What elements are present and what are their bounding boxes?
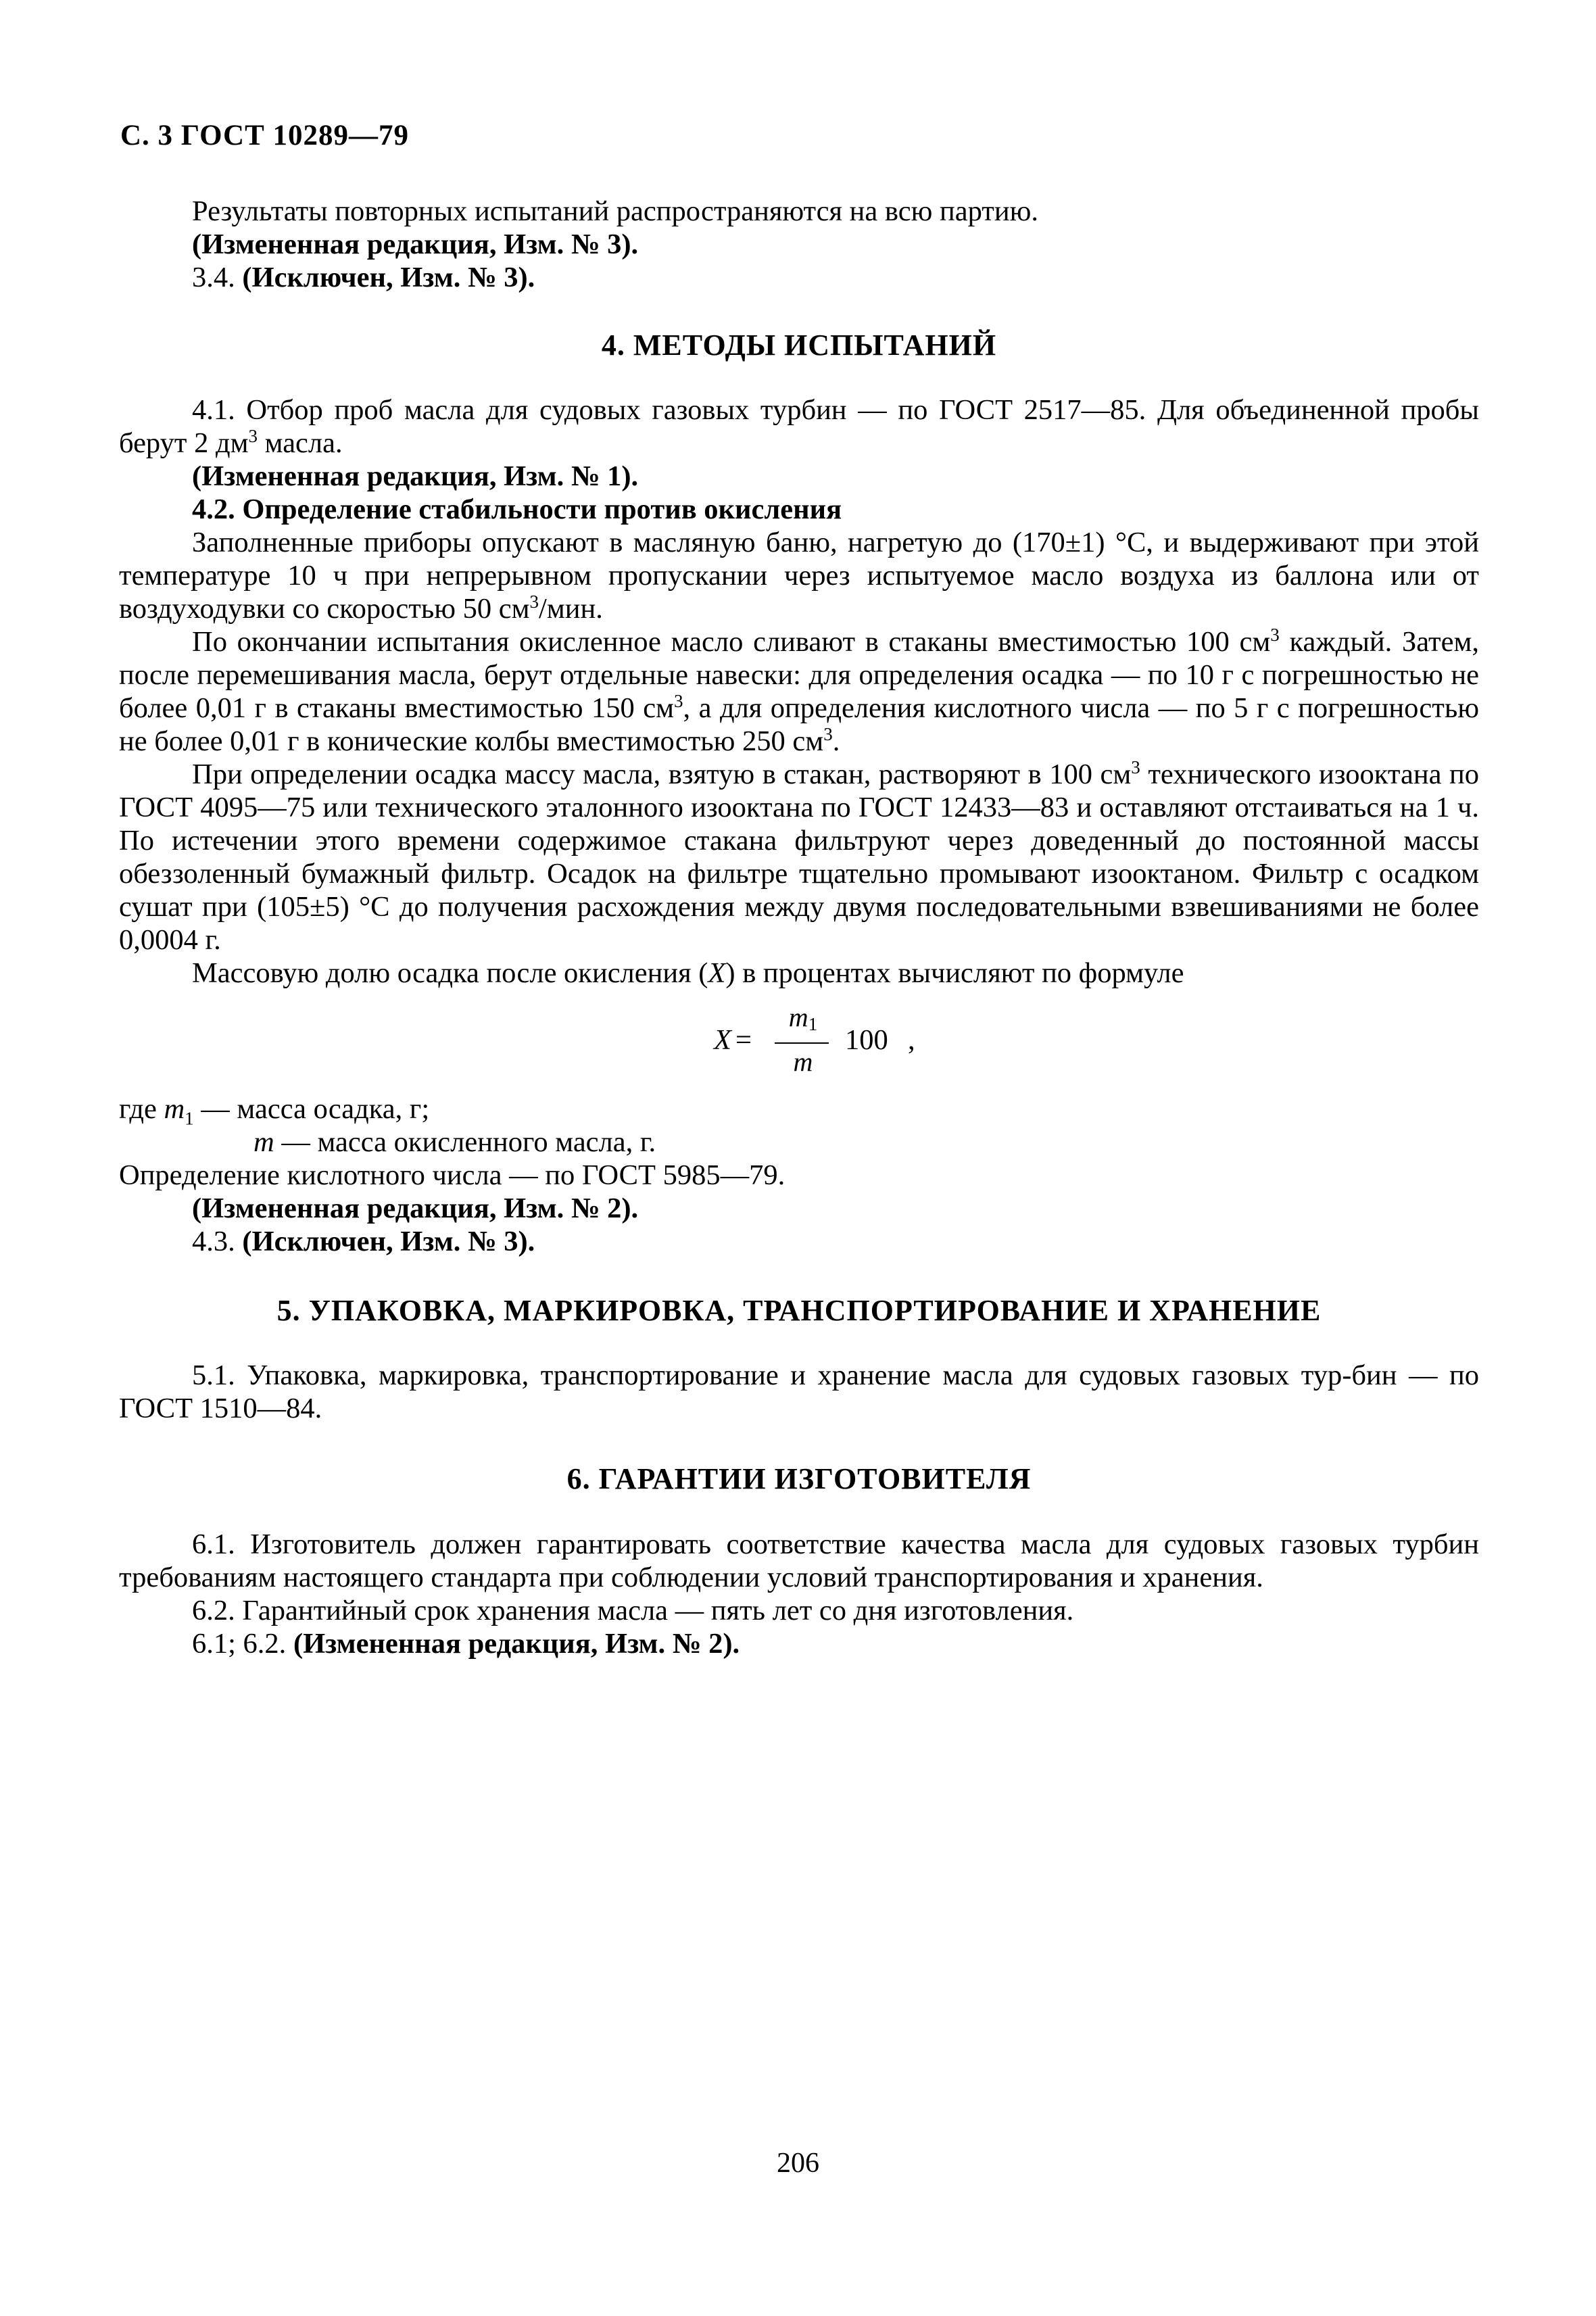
variable: m bbox=[253, 1126, 274, 1158]
paragraph-filled-devices bbox=[119, 526, 1479, 625]
paragraph-4-1 bbox=[119, 393, 1479, 460]
section-heading-5: 5. УПАКОВКА, МАРКИРОВКА, ТРАНСПОРТИРОВАНИЕ И ХРАНЕНИЕ bbox=[276, 1294, 1322, 1327]
where-m1 bbox=[119, 1092, 1479, 1129]
paragraph-4-2-title bbox=[119, 493, 1479, 526]
change-note bbox=[119, 460, 1479, 493]
item-number: 3.4. bbox=[192, 262, 235, 293]
paragraph-mass-fraction bbox=[119, 957, 1479, 990]
change-note-text: (Измененная редакция, Изм. № 2). bbox=[192, 1192, 639, 1224]
formula-comma: , bbox=[908, 1024, 915, 1056]
superscript: 3 bbox=[248, 426, 258, 446]
paragraph-text: каждый. Затем, после перемешивания масла, берут отдельные навески: для определения осадка — по 10 г с погрешностью не более 0,01 г в стаканы вместимостью 150 см bbox=[119, 626, 1479, 724]
paragraph-text: При определении осадка массу масла, взятую в стакан, растворяют в 100 см bbox=[192, 758, 1132, 790]
paragraph-text: ) в процентах вычисляют по формуле bbox=[725, 957, 1184, 989]
paragraph-text: По окончании испытания окисленное масло сливают в стаканы вместимостью 100 см bbox=[192, 626, 1271, 658]
superscript: 3 bbox=[1131, 757, 1140, 777]
fraction-bar bbox=[775, 1042, 829, 1044]
paragraph-text: 4.1. Отбор проб масла для судовых газовых турбин — по ГОСТ 2517—85. Для объединенной пробы берут 2 дм bbox=[119, 394, 1479, 459]
variable: X bbox=[708, 957, 726, 989]
change-note-text: (Измененная редакция, Изм. № 1). bbox=[192, 460, 639, 492]
running-head: С. 3 ГОСТ 10289—79 bbox=[120, 120, 410, 151]
change-note bbox=[119, 1627, 1479, 1660]
paragraph-text: масла. bbox=[257, 427, 343, 459]
definition-text: — масса осадка, г; bbox=[193, 1093, 430, 1125]
superscript: 3 bbox=[823, 724, 833, 744]
item-text: (Исключен, Изм. № 3). bbox=[242, 262, 535, 293]
formula bbox=[119, 990, 1479, 1092]
paragraph-6-1: 6.1. Изготовитель должен гарантировать соответствие качества масла для судовых газовых турбин требованиям настоящего стандарта при соблюдении условий транспортирования и хранения. bbox=[119, 1528, 1479, 1593]
paragraph-text: . bbox=[832, 725, 840, 757]
change-note bbox=[119, 1192, 1479, 1225]
page-body bbox=[119, 195, 1479, 1660]
superscript: 3 bbox=[1270, 625, 1280, 645]
item-3-4 bbox=[119, 261, 1479, 294]
formula-numerator bbox=[777, 1000, 829, 1034]
where-label: где bbox=[119, 1093, 164, 1125]
change-note-text: (Измененная редакция, Изм. № 2). bbox=[293, 1628, 740, 1660]
subscript: 1 bbox=[185, 1108, 194, 1129]
paragraph-text: /мин. bbox=[539, 593, 603, 625]
formula-equals: = bbox=[735, 1024, 752, 1056]
retest-paragraph: Результаты повторных испытаний распространяются на всю партию. bbox=[192, 195, 1038, 227]
superscript: 3 bbox=[674, 691, 683, 711]
paragraph-text: технического изооктана по ГОСТ 4095—75 или технического эталонного изооктана по ГОСТ 12433—83 и оставляют отстаиваться на 1 ч. По истечении этого времени содержимое стакана фильтруют через доведенный до постоянной массы обеззоленный бумажный фильтр. Осадок на фильтре тщательно промывают изооктаном. Фильтр с осадком сушат при (105±5) °С до получения расхождения между двумя последовательными взвешиваниями не более 0,0004 г. bbox=[119, 758, 1479, 956]
paragraph-text: Массовую долю осадка после окисления ( bbox=[192, 957, 708, 989]
paragraph-sediment bbox=[119, 758, 1479, 957]
paragraph-after-test bbox=[119, 625, 1479, 758]
numerator-subscript: 1 bbox=[808, 1014, 818, 1034]
variable: m bbox=[164, 1093, 185, 1125]
paragraph-5-1: 5.1. Упаковка, маркировка, транспортирование и хранение масла для судовых газовых тур-бин — по ГОСТ 1510—84. bbox=[119, 1359, 1479, 1424]
subsection-title: 4.2. Определение стабильности против окисления bbox=[192, 493, 842, 525]
formula-denominator: m bbox=[793, 1046, 813, 1077]
change-note-text: (Измененная редакция, Изм. № 3). bbox=[192, 228, 639, 260]
change-note bbox=[119, 228, 1479, 261]
item-text: (Исключен, Изм. № 3). bbox=[242, 1226, 535, 1257]
paragraph-text: Заполненные приборы опускают в масляную баню, нагретую до (170±1) °С, и выдерживают при этой температуре 10 ч при непрерывном пропускании через испытуемое масло воздуха из баллона или от воздуходувки со скоростью 50 см bbox=[119, 527, 1479, 625]
formula-coefficient: 100 bbox=[845, 1024, 888, 1056]
paragraph-text: , а для определения кислотного числа — по 5 г с погрешностью не более 0,01 г в конические колбы вместимостью 250 см bbox=[119, 692, 1479, 757]
page-number: 206 bbox=[777, 2148, 819, 2179]
section-heading-4: 4. МЕТОДЫ ИСПЫТАНИЙ bbox=[601, 329, 997, 362]
superscript: 3 bbox=[529, 592, 539, 612]
item-number: 6.1; 6.2. bbox=[192, 1628, 287, 1660]
item-number: 4.3. bbox=[192, 1226, 235, 1257]
section-heading-6: 6. ГАРАНТИИ ИЗГОТОВИТЕЛЯ bbox=[566, 1462, 1032, 1495]
where-m bbox=[119, 1126, 1479, 1159]
definition-text: — масса окисленного масла, г. bbox=[274, 1126, 656, 1158]
formula-lhs: X bbox=[714, 1024, 731, 1056]
numerator-var: m bbox=[788, 1002, 808, 1032]
acid-number-paragraph: Определение кислотного числа — по ГОСТ 5985—79. bbox=[119, 1159, 785, 1191]
paragraph-6-2: 6.2. Гарантийный срок хранения масла — пять лет со дня изготовления. bbox=[192, 1595, 1074, 1626]
item-4-3 bbox=[119, 1225, 1479, 1258]
